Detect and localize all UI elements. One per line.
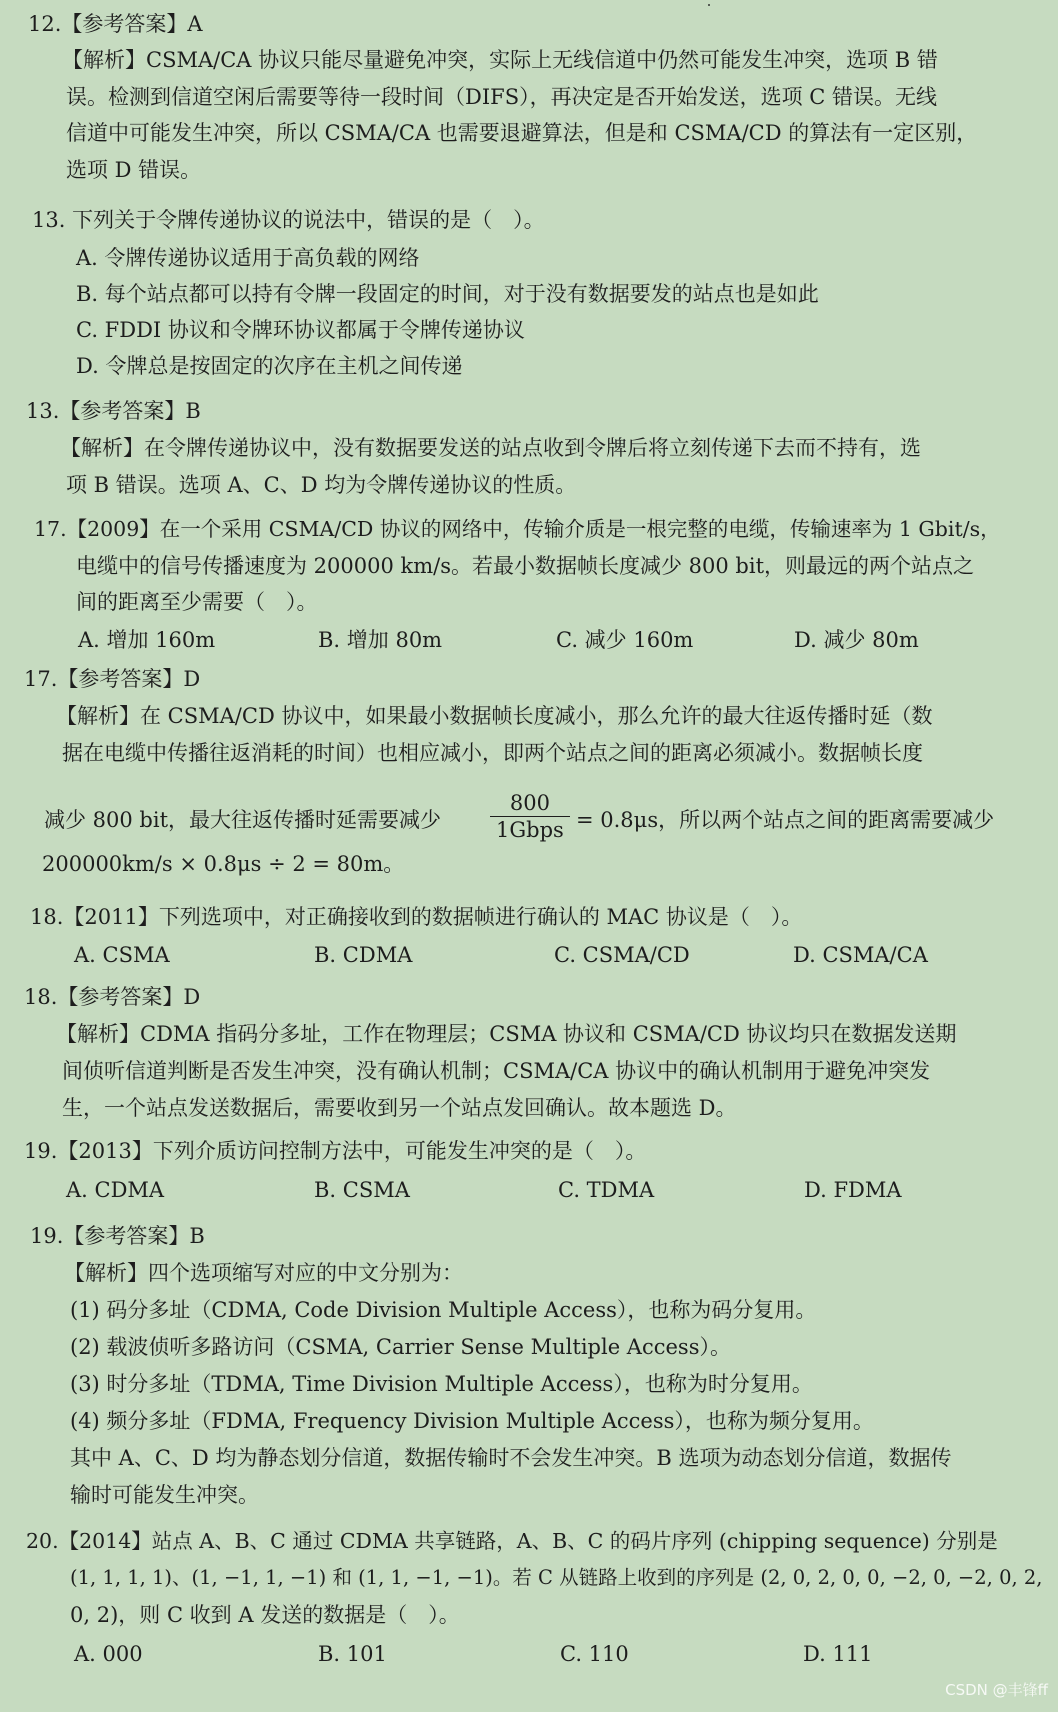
q18-stem: 18.【2011】下列选项中，对正确接收到的数据帧进行确认的 MAC 协议是（ ）。 (30, 905, 803, 929)
q13-answer: 13.【参考答案】B (26, 399, 201, 423)
q17-option: D. 减少 80m (794, 628, 919, 652)
q19-option: A. CDMA (66, 1178, 165, 1202)
q17-option: C. 减少 160m (556, 628, 694, 652)
q17-stem: 17.【2009】在一个采用 CSMA/CD 协议的网络中，传输介质是一根完整的电缆，传输速率为 1 Gbit/s， (34, 517, 1001, 541)
fraction (490, 790, 570, 843)
q13-option-c: C. FDDI 协议和令牌环协议都属于令牌传递协议 (76, 318, 525, 342)
q17-explanation-line: 【解析】在 CSMA/CD 协议中，如果最小数据帧长度减小，那么允许的最大往返传播时延（数 (56, 704, 933, 728)
q19-explanation-line: (2) 载波侦听多路访问（CSMA, Carrier Sense Multiple Access）。 (70, 1335, 731, 1359)
q19-stem: 19.【2013】下列介质访问控制方法中，可能发生冲突的是（ ）。 (24, 1139, 647, 1163)
q17-answer: 17.【参考答案】D (24, 667, 201, 691)
q12-explanation-line: 【解析】CSMA/CA 协议只能尽量避免冲突，实际上无线信道中仍然可能发生冲突，选项 B 错 (62, 48, 938, 72)
q13-explanation-line: 项 B 错误。选项 A、C、D 均为令牌传递协议的性质。 (66, 473, 577, 497)
q13-option-a: A. 令牌传递协议适用于高负载的网络 (76, 246, 420, 270)
q13-stem: 13. 下列关于令牌传递协议的说法中，错误的是（ ）。 (32, 208, 545, 232)
q12-answer: 12.【参考答案】A (28, 12, 203, 36)
q13-option-d: D. 令牌总是按固定的次序在主机之间传递 (76, 354, 463, 378)
q17-option: B. 增加 80m (318, 628, 443, 652)
q12-explanation-line: 误。检测到信道空闲后需要等待一段时间（DIFS），再决定是否开始发送，选项 C 错误。无线 (66, 85, 938, 109)
q20-stem: 20.【2014】站点 A、B、C 通过 CDMA 共享链路，A、B、C 的码片序列 (chipping sequence) 分别是 (26, 1529, 998, 1553)
q19-explanation-line: (3) 时分多址（TDMA, Time Division Multiple Access），也称为时分复用。 (70, 1372, 813, 1396)
q19-explanation-line: 【解析】四个选项缩写对应的中文分别为： (64, 1261, 463, 1285)
q17-option: A. 增加 160m (78, 628, 216, 652)
fraction-denominator: 1Gbps (496, 818, 564, 842)
q19-answer: 19.【参考答案】B (30, 1224, 205, 1248)
q20-option: C. 110 (560, 1642, 629, 1666)
q19-explanation-line: 其中 A、C、D 均为静态划分信道，数据传输时不会发生冲突。B 选项为动态划分信道，数据传 (70, 1446, 952, 1470)
q19-explanation-line: (1) 码分多址（CDMA, Code Division Multiple Access），也称为码分复用。 (70, 1298, 817, 1322)
q17-stem: 电缆中的信号传播速度为 200000 km/s。若最小数据帧长度减少 800 bit，则最远的两个站点之 (76, 554, 975, 578)
speck (708, 4, 710, 6)
fraction-numerator: 800 (490, 790, 570, 817)
q12-explanation-line: 选项 D 错误。 (66, 158, 202, 182)
q18-answer: 18.【参考答案】D (24, 985, 201, 1009)
q17-stem: 间的距离至少需要（ ）。 (76, 590, 318, 614)
q19-explanation-line: (4) 频分多址（FDMA, Frequency Division Multiple Access），也称为频分复用。 (70, 1409, 874, 1433)
q18-option: C. CSMA/CD (554, 943, 690, 967)
q12-explanation-line: 信道中可能发生冲突，所以 CSMA/CA 也需要退避算法，但是和 CSMA/CD 的算法有一定区别， (66, 121, 978, 145)
q19-option: B. CSMA (314, 1178, 410, 1202)
q18-option: B. CDMA (314, 943, 413, 967)
q20-option: D. 111 (803, 1642, 873, 1666)
q18-option: D. CSMA/CA (793, 943, 928, 967)
q18-explanation-line: 【解析】CDMA 指码分多址，工作在物理层；CSMA 协议和 CSMA/CD 协议均只在数据发送期 (56, 1022, 957, 1046)
q19-option: D. FDMA (804, 1178, 902, 1202)
q17-explanation-line: 200000km/s × 0.8μs ÷ 2 = 80m。 (42, 852, 405, 876)
watermark: CSDN @丰锋ff (945, 1681, 1048, 1699)
q17-explanation-line: = 0.8μs，所以两个站点之间的距离需要减少 (576, 808, 995, 832)
q20-option: B. 101 (318, 1642, 387, 1666)
q13-option-b: B. 每个站点都可以持有令牌一段固定的时间，对于没有数据要发的站点也是如此 (76, 282, 819, 306)
q17-explanation-line: 减少 800 bit，最大往返传播时延需要减少 (44, 808, 442, 832)
q20-stem: 0, 2)，则 C 收到 A 发送的数据是（ ）。 (70, 1603, 460, 1627)
q18-explanation-line: 生，一个站点发送数据后，需要收到另一个站点发回确认。故本题选 D。 (62, 1096, 737, 1120)
q20-stem: (1, 1, 1, 1)、(1, −1, 1, −1) 和 (1, 1, −1, −1)。若 C 从链路上收到的序列是 (2, 0, 2, 0, 0, −2, 0, −2, 0, 2, (70, 1566, 1043, 1589)
q13-explanation-line: 【解析】在令牌传递协议中，没有数据要发送的站点收到令牌后将立刻传递下去而不持有，选 (60, 436, 921, 460)
q18-explanation-line: 间侦听信道判断是否发生冲突，没有确认机制；CSMA/CA 协议中的确认机制用于避免冲突发 (62, 1059, 931, 1083)
q17-explanation-line: 据在电缆中传播往返消耗的时间）也相应减小，即两个站点之间的距离必须减小。数据帧长度 (62, 741, 923, 765)
q20-option: A. 000 (74, 1642, 143, 1666)
q18-option: A. CSMA (74, 943, 170, 967)
q19-explanation-line: 输时可能发生冲突。 (70, 1483, 259, 1507)
q19-option: C. TDMA (558, 1178, 655, 1202)
